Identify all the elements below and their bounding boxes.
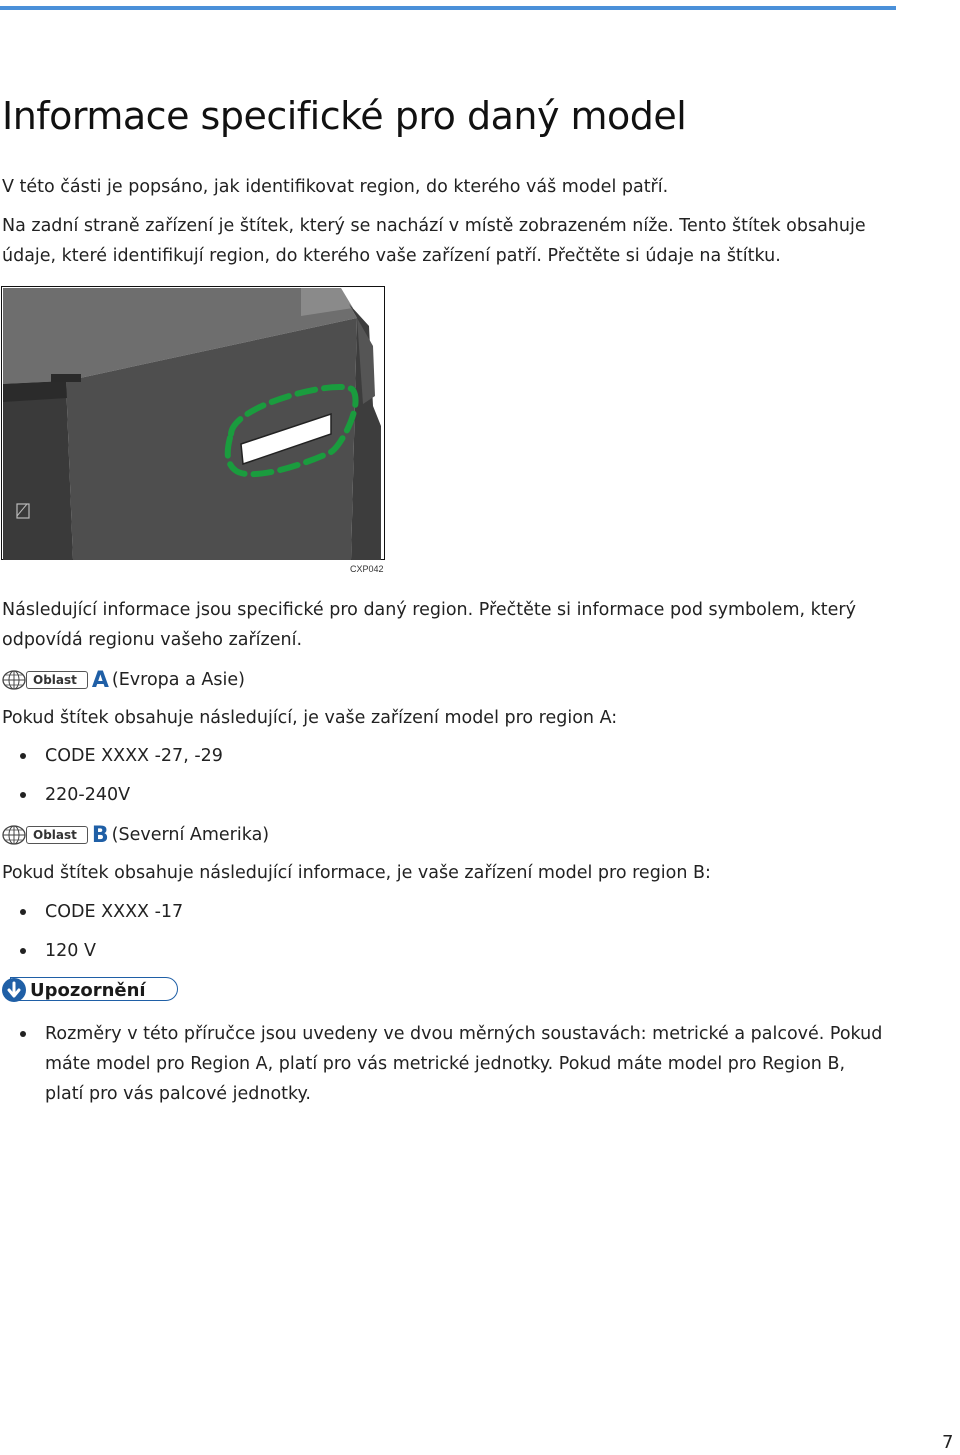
region-b-letter: B bbox=[91, 822, 109, 848]
list-item-text: Rozměry v této příručce jsou uvedeny ve dvou měrných soustavách: metrické a palcové. Pokud máte model pro Region A, platí pro vás metrické jednotky. Pokud máte model pro Region B, platí pro vás palcové jednotky. bbox=[45, 1024, 883, 1104]
region-b-heading bbox=[2, 822, 269, 848]
caution-icon-badge bbox=[2, 978, 26, 1002]
region-a-badge bbox=[2, 668, 109, 693]
region-a-area-name: (Evropa a Asie) bbox=[111, 670, 245, 690]
bullet-icon bbox=[20, 1031, 26, 1037]
region-b-list bbox=[0, 897, 183, 975]
list-item bbox=[0, 936, 183, 966]
list-item bbox=[0, 897, 183, 927]
list-item bbox=[0, 1019, 885, 1109]
device-rear-drawing bbox=[1, 286, 385, 560]
region-a-pill-label: Oblast bbox=[26, 671, 88, 689]
region-b-condition: Pokud štítek obsahuje následující informace, je vaše zařízení model pro region B: bbox=[2, 863, 711, 883]
intro-paragraph: V této části je popsáno, jak identifikovat region, do kterého váš model patří. bbox=[2, 177, 669, 197]
list-item-text: 220-240V bbox=[45, 785, 131, 805]
globe-icon bbox=[2, 825, 28, 845]
figure-code: CXP042 bbox=[350, 564, 384, 574]
page-title: Informace specifické pro daný model bbox=[2, 94, 687, 138]
bullet-icon bbox=[20, 792, 26, 798]
caution-header bbox=[2, 977, 178, 1003]
region-a-letter: A bbox=[91, 667, 109, 693]
down-arrow-icon bbox=[2, 978, 26, 1002]
page-number: 7 bbox=[942, 1432, 954, 1453]
bullet-icon bbox=[20, 753, 26, 759]
caution-label: Upozornění bbox=[30, 979, 146, 1001]
bullet-icon bbox=[20, 909, 26, 915]
region-b-area-name: (Severní Amerika) bbox=[111, 825, 270, 845]
list-item bbox=[0, 741, 223, 771]
region-b-badge bbox=[2, 823, 109, 848]
bullet-icon bbox=[20, 948, 26, 954]
region-a-condition: Pokud štítek obsahuje následující, je vaše zařízení model pro region A: bbox=[2, 708, 618, 728]
region-b-pill-label: Oblast bbox=[26, 826, 88, 844]
list-item bbox=[0, 780, 223, 810]
region-a-list bbox=[0, 741, 223, 819]
list-item-text: CODE XXXX -17 bbox=[45, 902, 184, 922]
globe-icon bbox=[2, 670, 28, 690]
region-info-paragraph: Následující informace jsou specifické pro daný region. Přečtěte si informace pod symbolem, který odpovídá regionu vašeho zařízení. bbox=[2, 600, 856, 650]
list-item-text: 120 V bbox=[45, 941, 96, 961]
device-label-illustration bbox=[1, 286, 385, 560]
caution-list bbox=[0, 1019, 900, 1118]
header-rule bbox=[0, 6, 896, 10]
list-item-text: CODE XXXX -27, -29 bbox=[45, 746, 223, 766]
region-a-heading bbox=[2, 667, 245, 693]
label-location-paragraph: Na zadní straně zařízení je štítek, který se nachází v místě zobrazeném níže. Tento štítek obsahuje údaje, které identifikují region, do kterého vaše zařízení patří. Přečtěte si údaje na štítku. bbox=[2, 216, 866, 266]
